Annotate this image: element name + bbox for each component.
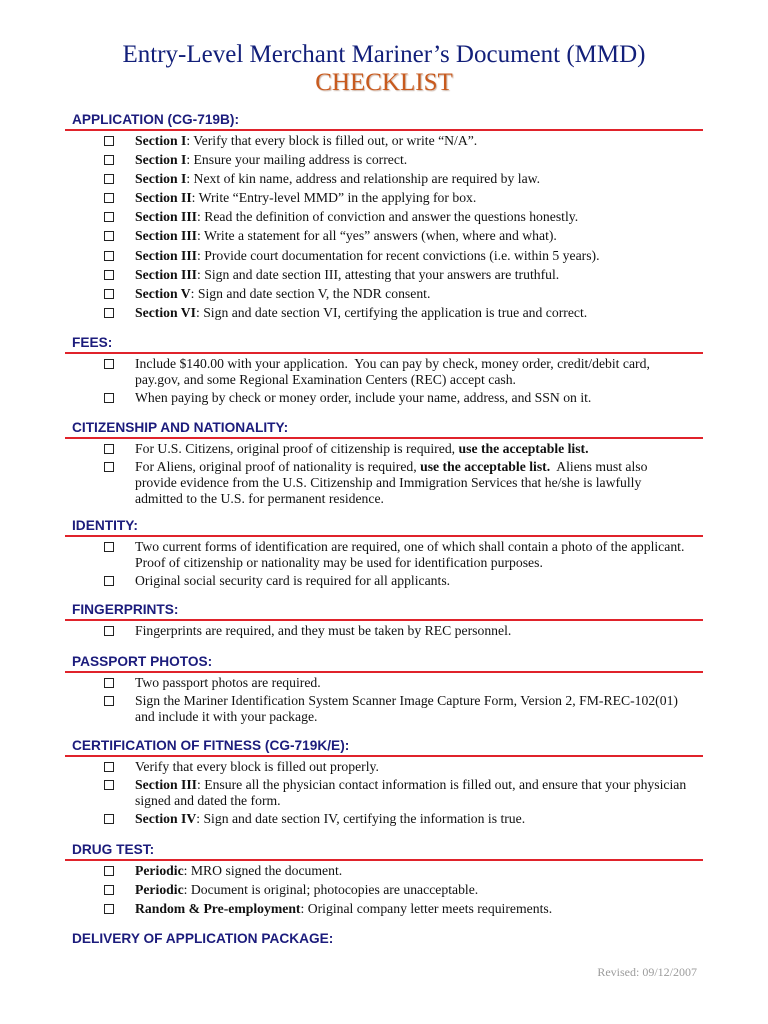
section-citizenship bbox=[65, 421, 703, 507]
checklist-item bbox=[65, 693, 703, 725]
checklist-item bbox=[65, 356, 703, 388]
section-divider bbox=[65, 671, 703, 673]
checkbox-icon bbox=[104, 678, 114, 688]
item-line bbox=[135, 152, 703, 168]
item-line bbox=[135, 811, 703, 827]
item-text: : Sign and date section V, the NDR consent. bbox=[190, 285, 431, 301]
item-line bbox=[135, 248, 703, 264]
item-label-bold: Section III bbox=[135, 209, 197, 225]
item-text: : Verify that every block is filled out, or write “N/A”. bbox=[186, 133, 478, 148]
section-application bbox=[65, 113, 703, 321]
item-text: : Next of kin name, address and relationship are required by law. bbox=[186, 171, 541, 187]
checklist-item bbox=[65, 390, 703, 406]
item-line-continued: pay.gov, and some Regional Examination Centers (REC) accept cash. bbox=[135, 372, 516, 387]
item-text: Aliens must also bbox=[550, 459, 648, 474]
item-line bbox=[135, 441, 703, 457]
checkbox-icon bbox=[104, 393, 114, 403]
checklist-item bbox=[65, 777, 703, 809]
checklist-item bbox=[65, 305, 703, 321]
item-line bbox=[135, 901, 703, 917]
checklist bbox=[65, 759, 703, 827]
item-text: : Sign and date section IV, certifying the information is true. bbox=[196, 811, 526, 826]
checkbox-icon bbox=[104, 193, 114, 203]
item-line bbox=[135, 133, 703, 149]
checkbox-icon bbox=[104, 904, 114, 914]
checkbox-icon bbox=[104, 626, 114, 636]
item-line bbox=[135, 171, 703, 187]
checklist bbox=[65, 623, 703, 639]
item-line: Fingerprints are required, and they must be taken by REC personnel. bbox=[135, 623, 512, 638]
checkbox-icon bbox=[104, 251, 114, 261]
section-identity bbox=[65, 519, 703, 589]
section-certification-of-fitness bbox=[65, 739, 703, 827]
section-heading: CERTIFICATION OF FITNESS (CG-719K/E): bbox=[72, 738, 350, 753]
item-label-bold: use the acceptable list. bbox=[420, 459, 551, 474]
item-line-continued: signed and dated the form. bbox=[135, 793, 281, 808]
checkbox-icon bbox=[104, 359, 114, 369]
section-heading: PASSPORT PHOTOS: bbox=[72, 654, 213, 669]
checkbox-icon bbox=[104, 136, 114, 146]
checkbox-icon bbox=[104, 270, 114, 280]
item-line: Two current forms of identification are required, one of which shall contain a photo of the applicant. bbox=[135, 539, 685, 554]
checklist-item bbox=[65, 811, 703, 827]
item-text: : Original company letter meets requirements. bbox=[300, 901, 553, 916]
item-label-bold: Section I bbox=[135, 133, 187, 148]
item-line-continued: admitted to the U.S. for permanent residence. bbox=[135, 491, 384, 506]
checkbox-icon bbox=[104, 289, 114, 299]
item-line bbox=[135, 459, 703, 475]
checklist-item bbox=[65, 759, 703, 775]
checklist-item bbox=[65, 228, 703, 244]
checklist-item bbox=[65, 675, 703, 691]
checklist-item bbox=[65, 623, 703, 639]
checkbox-icon bbox=[104, 762, 114, 772]
checkbox-icon bbox=[104, 696, 114, 706]
checklist-item bbox=[65, 573, 703, 589]
section-divider bbox=[65, 352, 703, 354]
checklist bbox=[65, 133, 703, 321]
item-line: Verify that every block is filled out properly. bbox=[135, 759, 379, 774]
section-divider bbox=[65, 129, 703, 131]
item-line bbox=[135, 305, 703, 321]
section-fingerprints bbox=[65, 603, 703, 639]
item-text: : Ensure your mailing address is correct. bbox=[186, 152, 408, 168]
document-subtitle: CHECKLIST bbox=[315, 69, 453, 96]
checklist-item bbox=[65, 171, 703, 187]
section-divider bbox=[65, 437, 703, 439]
item-line bbox=[135, 209, 703, 225]
section-heading: FEES: bbox=[72, 335, 113, 350]
item-label-bold: Section III bbox=[135, 247, 197, 263]
item-label-bold: Periodic bbox=[135, 882, 184, 897]
item-label-bold: Section IV bbox=[135, 811, 197, 826]
checklist bbox=[65, 863, 703, 917]
section-divider bbox=[65, 535, 703, 537]
item-line bbox=[135, 190, 703, 206]
checklist-item bbox=[65, 901, 703, 917]
item-line bbox=[135, 882, 703, 898]
item-label-bold: Section V bbox=[135, 285, 191, 301]
checklist bbox=[65, 675, 703, 725]
section-drug-test bbox=[65, 843, 703, 917]
item-line-continued: and include it with your package. bbox=[135, 709, 318, 724]
item-line bbox=[135, 863, 703, 879]
item-line bbox=[135, 228, 703, 244]
item-text: : Write a statement for all “yes” answers (when, where and what). bbox=[196, 228, 557, 244]
item-label-bold: Periodic bbox=[135, 863, 184, 878]
checklist-item bbox=[65, 267, 703, 283]
item-text: : Sign and date section III, attesting that your answers are truthful. bbox=[196, 266, 560, 282]
item-label-bold: use the acceptable list. bbox=[458, 441, 589, 456]
section-heading: APPLICATION (CG-719B): bbox=[72, 112, 240, 127]
checklist-item bbox=[65, 209, 703, 225]
item-label-bold: Section I bbox=[135, 171, 187, 187]
item-text: : Read the definition of conviction and answer the questions honestly. bbox=[196, 209, 579, 225]
item-line-continued: Proof of citizenship or nationality may be used for identification purposes. bbox=[135, 555, 543, 570]
checklist-item bbox=[65, 539, 703, 571]
checkbox-icon bbox=[104, 308, 114, 318]
section-heading: DRUG TEST: bbox=[72, 842, 155, 857]
item-line: Include $140.00 with your application. You can pay by check, money order, credit/debit card, bbox=[135, 356, 650, 371]
checklist bbox=[65, 356, 703, 406]
item-line: Original social security card is required for all applicants. bbox=[135, 573, 451, 588]
item-text: For U.S. Citizens, original proof of citizenship is required, bbox=[135, 441, 459, 456]
section-heading: DELIVERY OF APPLICATION PACKAGE: bbox=[72, 931, 334, 946]
item-label-bold: Section III bbox=[135, 266, 197, 282]
item-line bbox=[135, 267, 703, 283]
item-text: : Ensure all the physician contact information is filled out, and ensure that your physician bbox=[196, 777, 687, 792]
checklist-item bbox=[65, 459, 703, 507]
item-text: : MRO signed the document. bbox=[183, 863, 343, 878]
item-line: Two passport photos are required. bbox=[135, 675, 321, 690]
checklist-item bbox=[65, 133, 703, 149]
item-label-bold: Section III bbox=[135, 228, 197, 244]
item-line bbox=[135, 286, 703, 302]
checklist-item bbox=[65, 190, 703, 206]
item-label-bold: Random & Pre-employment bbox=[135, 901, 301, 916]
checklist bbox=[65, 539, 703, 589]
section-heading: IDENTITY: bbox=[72, 518, 138, 533]
checkbox-icon bbox=[104, 444, 114, 454]
section-divider bbox=[65, 859, 703, 861]
checkbox-icon bbox=[104, 866, 114, 876]
section-heading: CITIZENSHIP AND NATIONALITY: bbox=[72, 420, 289, 435]
checklist-item bbox=[65, 441, 703, 457]
section-divider bbox=[65, 755, 703, 757]
section-delivery bbox=[65, 932, 703, 946]
document-title: Entry-Level Merchant Mariner’s Document (MMD) bbox=[122, 41, 646, 68]
checkbox-icon bbox=[104, 885, 114, 895]
section-divider bbox=[65, 619, 703, 621]
section-fees bbox=[65, 336, 703, 406]
item-line: When paying by check or money order, include your name, address, and SSN on it. bbox=[135, 390, 592, 405]
item-line: Sign the Mariner Identification System Scanner Image Capture Form, Version 2, FM-REC-102(01) bbox=[135, 693, 678, 708]
checklist-item bbox=[65, 882, 703, 898]
checklist-item bbox=[65, 863, 703, 879]
checkbox-icon bbox=[104, 780, 114, 790]
item-text: : Write “Entry-level MMD” in the applying for box. bbox=[191, 190, 477, 206]
item-label-bold: Section VI bbox=[135, 304, 196, 320]
checkbox-icon bbox=[104, 212, 114, 222]
item-line-continued: provide evidence from the U.S. Citizenship and Immigration Services that he/she is lawfully bbox=[135, 475, 642, 490]
checkbox-icon bbox=[104, 174, 114, 184]
item-line bbox=[135, 777, 703, 793]
item-text: : Sign and date section VI, certifying the application is true and correct. bbox=[195, 304, 588, 320]
item-label-bold: Section III bbox=[135, 777, 197, 792]
checklist-item bbox=[65, 152, 703, 168]
item-text: : Document is original; photocopies are unacceptable. bbox=[183, 882, 479, 897]
item-label-bold: Section II bbox=[135, 190, 192, 206]
checkbox-icon bbox=[104, 814, 114, 824]
checkbox-icon bbox=[104, 462, 114, 472]
checkbox-icon bbox=[104, 542, 114, 552]
checklist bbox=[65, 441, 703, 507]
checkbox-icon bbox=[104, 231, 114, 241]
section-heading: FINGERPRINTS: bbox=[72, 602, 179, 617]
checklist-item bbox=[65, 248, 703, 264]
checkbox-icon bbox=[104, 155, 114, 165]
checklist-item bbox=[65, 286, 703, 302]
section-passport-photos bbox=[65, 655, 703, 725]
revision-date: Revised: 09/12/2007 bbox=[597, 965, 697, 979]
checkbox-icon bbox=[104, 576, 114, 586]
item-text: For Aliens, original proof of nationality is required, bbox=[135, 459, 421, 474]
item-label-bold: Section I bbox=[135, 152, 187, 168]
item-text: : Provide court documentation for recent convictions (i.e. within 5 years). bbox=[196, 247, 600, 263]
